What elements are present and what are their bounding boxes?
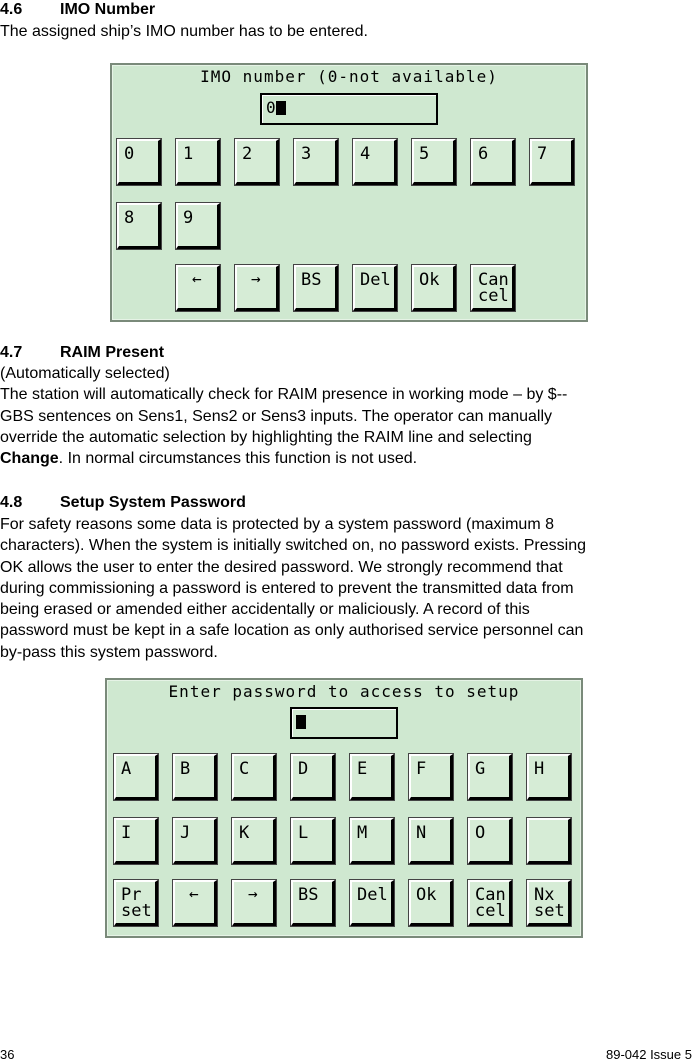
section-heading-raim [0,343,164,363]
key-label: Nx set [534,885,565,921]
key-6-button[interactable] [471,139,515,185]
key-label: → [251,269,261,288]
key-label: ← [189,884,199,903]
key-label: Ok [419,270,440,290]
key-1-button[interactable] [176,139,220,185]
key-8-button[interactable] [117,203,161,249]
text-line: The station will automatically check for RAIM presence in working mode – by $-- [0,386,568,404]
key-4-button[interactable] [353,139,397,185]
section-title: Setup System Password [60,494,246,511]
text-line: For safety reasons some data is protected by a system password (maximum 8 [0,516,554,533]
password-screen [105,678,583,938]
section-title: IMO Number [60,1,156,18]
key-label: B [180,759,191,779]
input-value [266,98,286,117]
key-label: L [298,823,309,843]
key-l-button[interactable] [291,818,335,864]
section-number: 4.6 [0,1,23,18]
key-label: A [121,759,132,779]
key-label: C [239,759,250,779]
text-line: characters). When the system is initially switched on, no password exists. Pressing [0,537,587,555]
key-label: J [180,823,191,843]
text-line: password must be kept in a safe location as only authorised service personnel can [0,622,584,640]
key-label: Pr set [121,885,152,921]
key-b-button[interactable] [173,754,217,800]
key-cancel-button[interactable] [471,265,515,311]
key-label: N [416,823,427,843]
key-label: 0 [124,144,135,164]
key-9-button[interactable] [176,203,220,249]
screen-title: Enter password to access to setup [168,682,520,701]
key-j-button[interactable] [173,818,217,864]
key-label: M [357,823,368,843]
imo-input-field[interactable] [260,93,438,125]
section-title: RAIM Present [60,344,165,361]
key-label: O [475,823,486,843]
key-o-button[interactable] [468,818,512,864]
key-h-button[interactable] [527,754,571,800]
key-3-button[interactable] [294,139,338,185]
key-n-button[interactable] [409,818,453,864]
key-preset-button[interactable] [114,880,158,926]
key-backspace-button[interactable] [291,880,335,926]
key-label: BS [298,885,319,905]
key-label: 7 [537,144,548,164]
key-delete-button[interactable] [350,880,394,926]
key-blank-button[interactable] [527,818,571,864]
key-label: 2 [242,144,253,164]
text-line [0,448,692,469]
key-next-set-button[interactable] [527,880,571,926]
key-label: Can cel [478,270,509,306]
key-label: Ok [416,885,437,905]
input-value [296,712,306,731]
key-5-button[interactable] [412,139,456,185]
raim-description [0,363,692,469]
key-m-button[interactable] [350,818,394,864]
section-number: 4.7 [0,344,23,361]
key-a-button[interactable] [114,754,158,800]
key-label: BS [301,270,322,290]
key-label: K [239,823,250,843]
key-label: H [534,759,545,779]
key-k-button[interactable] [232,818,276,864]
key-label: Del [360,270,391,290]
key-label: 5 [419,144,430,164]
screen-title: IMO number (0-not available) [200,67,498,86]
key-right-arrow-button[interactable] [235,265,279,311]
key-delete-button[interactable] [353,265,397,311]
text-line: GBS sentences on Sens1, Sens2 or Sens3 inputs. The operator can manually [0,407,553,425]
input-text: 0 [266,98,276,117]
key-right-arrow-button[interactable] [232,880,276,926]
key-f-button[interactable] [409,754,453,800]
change-keyword: Change [0,450,59,468]
key-label: D [298,759,309,779]
key-label: I [121,823,132,843]
imo-number-screen [110,63,588,322]
key-label: 1 [183,144,194,164]
key-label: 6 [478,144,489,164]
key-left-arrow-button[interactable] [176,265,220,311]
key-7-button[interactable] [530,139,574,185]
key-label: G [475,759,486,779]
key-label: F [416,759,427,779]
key-0-button[interactable] [117,139,161,185]
page-number: 36 [0,1047,15,1062]
text-rest: . In normal circumstances this function is not used. [58,450,418,468]
key-label: 8 [124,208,135,228]
section-heading-imo [0,0,155,20]
key-label: Can cel [475,885,506,921]
text-line: during commissioning a password is entered to prevent the transmitted data from [0,579,574,597]
text-line: by-pass this system password. [0,643,218,661]
key-label: Del [357,885,388,905]
key-label: 4 [360,144,371,164]
key-g-button[interactable] [468,754,512,800]
key-label: 3 [301,144,312,164]
key-ok-button[interactable] [412,265,456,311]
text-line: (Automatically selected) [0,365,170,382]
key-ok-button[interactable] [409,880,453,926]
section-number: 4.8 [0,494,23,511]
key-e-button[interactable] [350,754,394,800]
password-input-field[interactable] [290,707,398,739]
key-d-button[interactable] [291,754,335,800]
imo-description: The assigned ship’s IMO number has to be entered. [0,23,368,40]
key-label: 9 [183,208,194,228]
key-label: → [248,884,258,903]
password-description [0,514,692,663]
text-line: override the automatic selection by highlighting the RAIM line and selecting [0,428,532,446]
key-c-button[interactable] [232,754,276,800]
section-heading-password [0,493,246,513]
text-line: OK allows the user to enter the desired password. We strongly recommend that [0,558,563,576]
key-label: ← [192,269,202,288]
key-label: E [357,759,368,779]
key-backspace-button[interactable] [294,265,338,311]
text-cursor [276,101,286,115]
text-line: being erased or amended either accidentally or maliciously. A record of this [0,601,530,619]
key-i-button[interactable] [114,818,158,864]
text-cursor [296,715,306,729]
key-2-button[interactable] [235,139,279,185]
key-cancel-button[interactable] [468,880,512,926]
key-left-arrow-button[interactable] [173,880,217,926]
document-id: 89-042 Issue 5 [605,1047,692,1062]
